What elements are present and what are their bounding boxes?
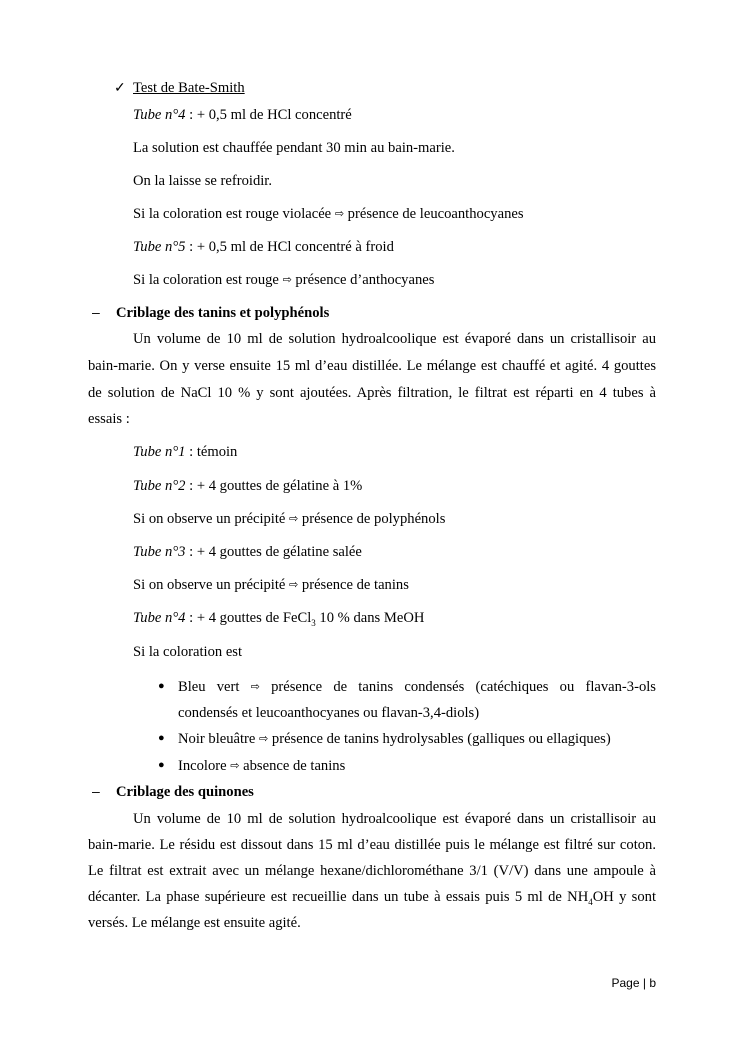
section-dash: –	[92, 783, 100, 799]
tanins-tube1: Tube n°1 : témoin	[133, 444, 238, 460]
tanins-tube3: Tube n°3 : + 4 gouttes de gélatine salée	[133, 544, 362, 560]
tanins-tube2: Tube n°2 : + 4 gouttes de gélatine à 1%	[133, 478, 363, 494]
footer-separator: |	[642, 976, 646, 990]
bullet-item: Noir bleuâtre ⇨ présence de tanins hydrolysables (galliques ou ellagiques)	[178, 731, 611, 747]
bullet-icon: ●	[158, 680, 165, 692]
bate-title: Test de Bate-Smith	[133, 80, 245, 96]
quinones-para-line: décanter. La phase supérieure est recueillie dans un tube à essais puis 5 ml de $NH_4OH$ y sont	[88, 889, 656, 907]
section-dash: –	[92, 304, 100, 320]
arrow-right-icon: ⇨	[282, 273, 292, 286]
bullet-icon: ●	[158, 759, 165, 771]
page-footer	[611, 976, 656, 990]
arrow-right-icon: ⇨	[334, 207, 345, 220]
bate-line1: La solution est chauffée pendant 30 min au bain-marie.	[133, 140, 455, 156]
tanins-para-line: Un volume de 10 ml de solution hydroalcoolique est évaporé dans un cristallisoir au	[133, 331, 656, 347]
tanins-para-line: bain-marie. On y verse ensuite 15 ml d’eau distillée. Le mélange est chauffé et agité. 4 gouttes	[88, 358, 656, 374]
checkmark-icon: ✓	[114, 81, 126, 96]
arrow-right-icon: ⇨	[259, 732, 269, 745]
quinones-para-line: Un volume de 10 ml de solution hydroalcoolique est évaporé dans un cristallisoir au	[133, 811, 656, 827]
bate-line3: Si la coloration est rouge violacée ⇨ présence de leucoanthocyanes	[133, 206, 524, 222]
bullet-item: Bleu vert ⇨ présence de tanins condensés (catéchiques ou flavan-3-ols	[178, 679, 656, 695]
bullet-item-cont: condensés et leucoanthocyanes ou flavan-3,4-diols)	[178, 705, 480, 721]
tanins-obs1: Si on observe un précipité ⇨ présence de polyphénols	[133, 511, 446, 527]
arrow-right-icon: ⇨	[250, 680, 260, 693]
tanins-para-line: de solution de NaCl 10 % y sont ajoutées. Après filtration, le filtrat est réparti en 4 tubes à	[88, 385, 656, 401]
footer-label: Page	[611, 976, 640, 990]
bate-tube5: Tube n°5 : + 0,5 ml de HCl concentré à froid	[133, 239, 394, 255]
bate-tube4: Tube n°4 : + 0,5 ml de HCl concentré	[133, 107, 352, 123]
quinones-para-line: Le filtrat est extrait avec un mélange hexane/dichlorométhane 3/1 (V/V) dans une ampoule à	[88, 863, 656, 879]
arrow-right-icon: ⇨	[289, 512, 299, 525]
bullet-icon: ●	[158, 732, 165, 744]
tanins-coloration: Si la coloration est	[133, 644, 243, 660]
arrow-right-icon: ⇨	[289, 578, 299, 591]
quinones-heading: Criblage des quinones	[116, 784, 254, 800]
tanins-heading: Criblage des tanins et polyphénols	[116, 305, 330, 321]
arrow-right-icon: ⇨	[230, 759, 240, 772]
tanins-tube4: Tube n°4 : + 4 gouttes de FeCl$_3$ 10 % dans MeOH	[133, 610, 425, 628]
quinones-para-line: bain-marie. Le résidu est dissout dans 15 ml d’eau distillée puis le mélange est filtré sur coton.	[88, 837, 656, 853]
bullet-item: Incolore ⇨ absence de tanins	[178, 758, 346, 774]
tanins-obs2: Si on observe un précipité ⇨ présence de tanins	[133, 577, 409, 593]
page-number: b	[649, 976, 656, 990]
bate-line2: On la laisse se refroidir.	[133, 173, 273, 189]
tanins-para-line: essais :	[88, 411, 130, 427]
quinones-para-line: versés. Le mélange est ensuite agité.	[88, 915, 301, 931]
bate-line4: Si la coloration est rouge ⇨ présence d’anthocyanes	[133, 272, 435, 288]
